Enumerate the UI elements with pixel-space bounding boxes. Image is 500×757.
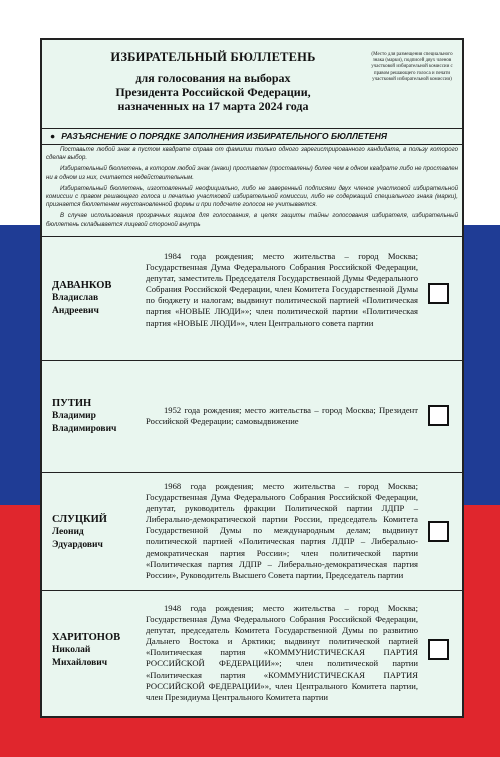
bullet-icon: ● [50,131,56,141]
candidate-surname: ХАРИТОНОВ [52,632,121,643]
explanation-paragraph: Избирательный бюллетень, в котором любой знак (знаки) проставлен (проставлены) более чем в одном квадрате либо не проставлен ни в одном из них, считается недействительным. [46,165,458,181]
candidate-name [52,631,152,669]
explanation-heading-text: РАЗЪЯСНЕНИЕ О ПОРЯДКЕ ЗАПОЛНЕНИЯ ИЗБИРАТЕЛЬНОГО БЮЛЛЕТЕНЯ [61,131,388,141]
candidate-name [52,397,152,435]
ballot-header [42,40,462,129]
ballot-subtitle-line1: для голосования на выборах [135,71,291,85]
vote-checkbox[interactable] [428,283,449,304]
ballot-title: ИЗБИРАТЕЛЬНЫЙ БЮЛЛЕТЕНЬ [110,50,316,64]
explanation-paragraph: Избирательный бюллетень, изготовленный неофициально, либо не заверенный подписями двух членов участковой избирательной комиссии с правом решающего голоса и печатью участковой избирательной комиссии, либо не содержащий специального знака (марки), признается бюллетенем неустановленной формы и при подсчете голосов не учитывается. [46,184,458,209]
explanation-body [46,146,458,232]
ballot-subtitle-line3: назначенных на 17 марта 2024 года [117,99,309,113]
candidate-row [42,590,462,716]
vote-checkbox[interactable] [428,639,449,660]
ballot-subtitle-line2: Президента Российской Федерации, [115,85,311,99]
vote-checkbox[interactable] [428,405,449,426]
candidate-patronymic: Михайлович [52,657,108,668]
explanation-paragraph: В случае использования прозрачных ящиков для голосования, в целях защиты тайны голосования избирателя, избирательный бюллетень складывается лицевой стороной внутрь [46,212,458,228]
candidate-patronymic: Эдуардович [52,539,103,550]
candidate-first-name: Владислав [52,293,99,303]
candidate-patronymic: Андреевич [52,305,99,316]
candidate-row [42,236,462,360]
ballot-titles [68,50,358,113]
candidate-description: 1952 года рождения; место жительства – город Москва; Президент Российской Федерации; самовыдвижение [146,405,418,427]
candidate-description: 1984 года рождения; место жительства – город Москва; Государственная Дума Федерального Собрания Российской Федерации, депутат, заместитель Председателя Государственной Думы Федерального Собрания Российской Федерации, член Комитета Государственной Думы по бюджету и налогам; выдвинут политической партией «Политическая партия «НОВЫЕ ЛЮДИ»»; член политической партии «Политическая партия «НОВЫЕ ЛЮДИ»», член Центрального совета партии [146,251,418,328]
candidate-first-name: Леонид [52,527,84,537]
candidate-name [52,279,152,317]
explanation-heading [42,128,462,145]
candidate-first-name: Владимир [52,411,96,421]
candidate-first-name: Николай [52,645,91,655]
candidate-row [42,360,462,472]
vote-checkbox[interactable] [428,521,449,542]
candidate-description: 1968 года рождения; место жительства – город Москва; Государственная Дума Федерального Собрания Российской Федерации, депутат, руководитель фракции Политической партии ЛДПР – Либерально-демократической партии России, председатель Комитета Государственной Думы по международным делам; выдвинут политической партией «Политическая партия ЛДПР – Либерально-демократическая партия России»; член политической партии «Политическая партия ЛДПР – Либерально-демократическая партия России», Руководитель Высшего Совета партии, Председатель партии [146,481,418,580]
candidate-surname: ДАВАНКОВ [52,280,112,291]
seal-placeholder-note: (Место для размещения специального знака (марки), подписей двух членов участковой избирательной комиссии с правом решающего голоса и печати участковой избирательной комиссии) [371,52,453,82]
candidate-surname: ПУТИН [52,398,92,409]
explanation-paragraph: Поставьте любой знак в пустом квадрате справа от фамилии только одного зарегистрированного кандидата, в пользу которого сделан выбор. [46,146,458,162]
candidate-name [52,513,152,551]
candidate-surname: СЛУЦКИЙ [52,514,107,525]
candidate-patronymic: Владимирович [52,423,117,434]
ballot [40,38,464,718]
candidate-description: 1948 года рождения; место жительства – город Москва; Государственная Дума Федерального Собрания Российской Федерации, депутат, председатель Комитета Государственной Думы по развитию Дальнего Востока и Арктики; выдвинут политической партией «Политическая партия «КОММУНИСТИЧЕСКАЯ ПАРТИЯ РОССИЙСКОЙ ФЕДЕРАЦИИ»»; член политической партии «Политическая партия «КОММУНИСТИЧЕСКАЯ ПАРТИЯ РОССИЙСКОЙ ФЕДЕРАЦИИ»», член Центрального Комитета партии, член Президиума Центрального Комитета партии [146,603,418,702]
candidate-row [42,472,462,590]
